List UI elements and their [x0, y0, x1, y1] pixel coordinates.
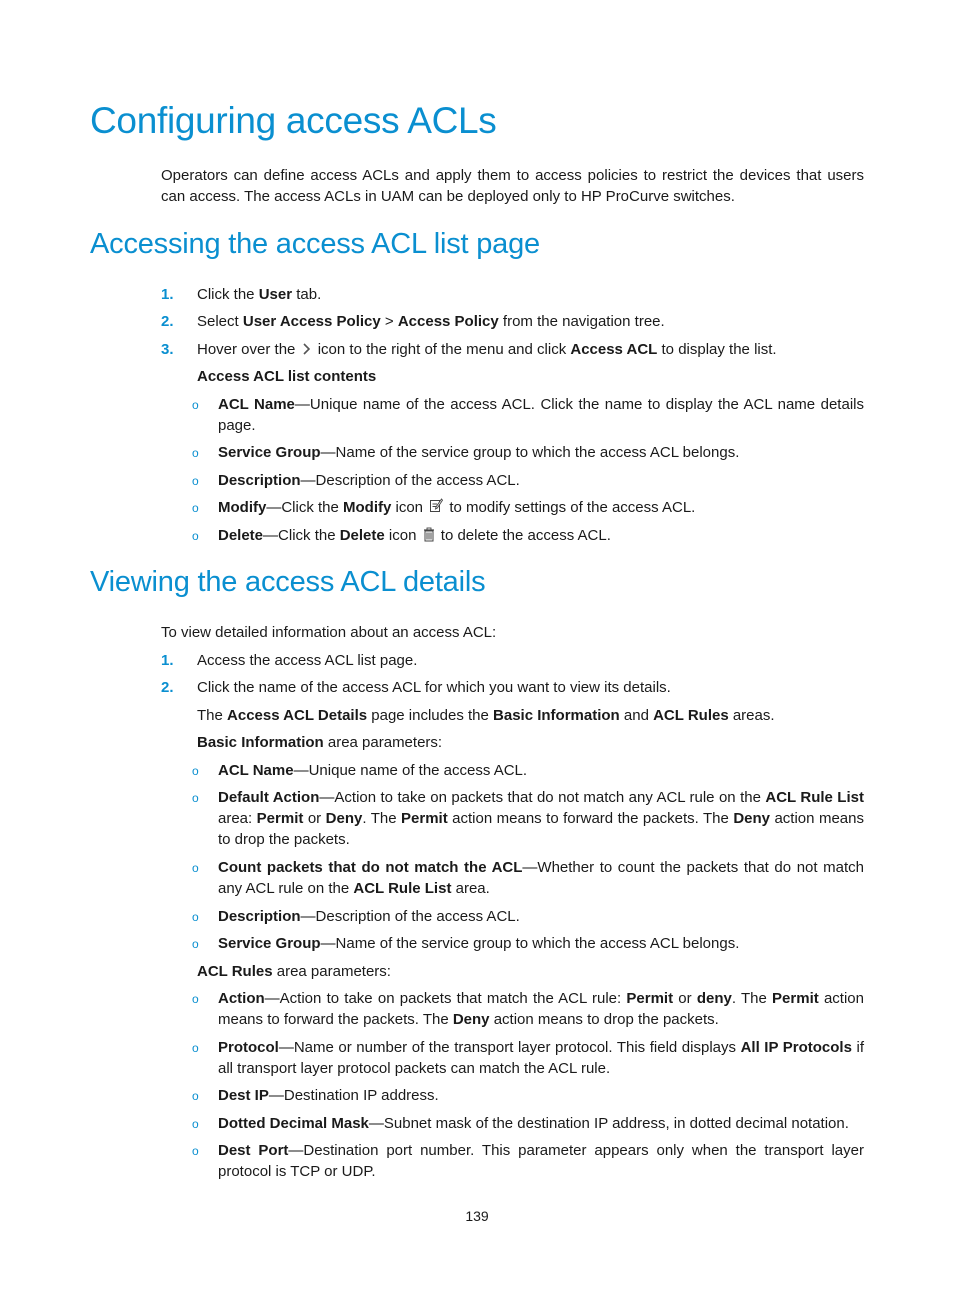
step-item: Select User Access Policy > Access Policy from the navigation tree. [197, 313, 665, 330]
bullet: o [192, 474, 199, 488]
bullet: o [192, 791, 199, 805]
list-item: Dotted Decimal Mask—Subnet mask of the destination IP address, in dotted decimal notation. [218, 1115, 849, 1132]
details-line: The Access ACL Details page includes the Basic Information and ACL Rules areas. [197, 707, 775, 724]
step-item: Access the access ACL list page. [197, 652, 418, 669]
bullet: o [192, 529, 199, 543]
trash-icon [423, 527, 435, 548]
intro-paragraph: Operators can define access ACLs and apply them to access policies to restrict the devices that users can access. The access ACLs in UAM can be deployed only to HP ProCurve switches. [161, 167, 864, 205]
step-item: Hover over the icon to the right of the menu and click Access ACL to display the list. [197, 339, 777, 362]
bullet: o [192, 398, 199, 412]
basic-info-heading: Basic Information area parameters: [197, 734, 443, 751]
list-item: Dest Port—Destination port number. This parameter appears only when the transport layer protocol is TCP or UDP. [218, 1142, 864, 1180]
lead-paragraph: To view detailed information about an access ACL: [161, 624, 497, 641]
list-item: Modify—Click the Modify icon to modify settings of the access ACL. [218, 497, 695, 520]
bullet: o [192, 861, 199, 875]
list-item: Dest IP—Destination IP address. [218, 1087, 439, 1104]
page-number: 139 [465, 1208, 489, 1224]
step-number: 3. [161, 341, 174, 358]
list-item: ACL Name—Unique name of the access ACL. Click the name to display the ACL name details page. [218, 396, 864, 434]
list-item: Protocol—Name or number of the transport layer protocol. This field displays All IP Protocols if all transport layer protocol packets can match the ACL rule. [218, 1039, 864, 1077]
list-item: Delete—Click the Delete icon to delete the access ACL. [218, 525, 611, 548]
bullet: o [192, 937, 199, 951]
step-item: Click the User tab. [197, 286, 322, 303]
modify-icon [429, 498, 443, 520]
bullet: o [192, 501, 199, 515]
bullet: o [192, 764, 199, 778]
chevron-right-icon [302, 341, 312, 362]
bullet: o [192, 992, 199, 1006]
list-item: Service Group—Name of the service group to which the access ACL belongs. [218, 444, 740, 461]
step-number: 2. [161, 313, 174, 330]
step-number: 1. [161, 652, 174, 669]
bullet: o [192, 1041, 199, 1055]
list-item: Description—Description of the access ACL. [218, 908, 520, 925]
acl-rules-heading: ACL Rules area parameters: [197, 963, 391, 980]
bullet: o [192, 446, 199, 460]
step-number: 2. [161, 679, 174, 696]
list-item: Count packets that do not match the ACL—Whether to count the packets that do not match any ACL rule on the ACL Rule List area. [218, 859, 864, 897]
list-heading: Access ACL list contents [197, 368, 377, 385]
bullet: o [192, 1144, 199, 1158]
list-item: Action—Action to take on packets that match the ACL rule: Permit or deny. The Permit action means to forward the packets. The Deny action means to drop the packets. [218, 990, 864, 1028]
page-title: Configuring access ACLs [90, 100, 497, 141]
step-number: 1. [161, 286, 174, 303]
bullet: o [192, 1089, 199, 1103]
list-item: ACL Name—Unique name of the access ACL. [218, 762, 528, 779]
section-heading-viewing: Viewing the access ACL details [90, 566, 486, 598]
list-item: Default Action—Action to take on packets that do not match any ACL rule on the ACL Rule List area: Permit or Deny. The Permit action means to forward the packets. The Deny action means to drop the packets. [218, 789, 864, 848]
bullet: o [192, 1117, 199, 1131]
section-heading-accessing: Accessing the access ACL list page [90, 228, 540, 260]
step-item: Click the name of the access ACL for which you want to view its details. [197, 679, 671, 696]
bullet: o [192, 910, 199, 924]
list-item: Description—Description of the access ACL. [218, 472, 520, 489]
list-item: Service Group—Name of the service group to which the access ACL belongs. [218, 935, 740, 952]
